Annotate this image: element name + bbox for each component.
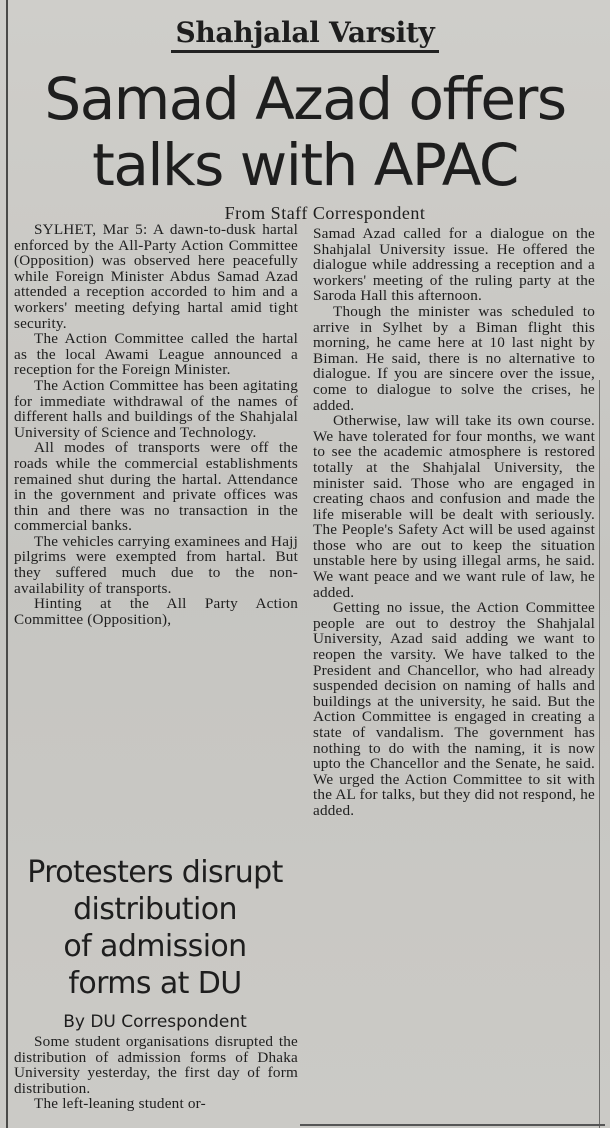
article-headline [0,66,610,198]
article-column-right [313,226,595,819]
headline-text: Samad Azad offers talks with APAC [44,65,566,199]
article-column-left [14,222,298,627]
paragraph: The Action Committee called the hartal as the local Awami League announced a reception for the Foreign Minister. [14,330,298,379]
paragraph: Otherwise, law will take its own course. We have tolerated for four months, we want to see the academic atmosphere is restored totally at the Shahjalal University, the minister said. Those who are engaged in creating chaos and confusion and made the life miserable will be dealt with seriously. The People's Safety Act will be used against those who are out to keep the situation unstable here by using illegal arms, he said. We want peace and we want rule of law, he added. [313,412,595,601]
paragraph: All modes of transports were off the roads while the commercial establishments remained shut during the hartal. Attendance in the government and private offices was thin and there was no transaction in the commercial banks. [14,439,298,535]
second-article-byline: By DU Correspondent [63,1012,247,1032]
headline-line: distribution [73,892,237,927]
headline-line: Protesters disrupt [27,855,283,890]
article-byline: From Staff Correspondent [224,203,426,223]
paragraph: Some student organisations disrupted the distribution of admission forms of Dhaka University yesterday, the first day of form distribution. [14,1033,298,1097]
paragraph: Hinting at the All Party Action Committee (Opposition), [14,595,298,628]
second-article-headline [10,854,300,1002]
paragraph: Though the minister was scheduled to arrive in Sylhet by a Biman flight this morning, he came here at 10 last night by Biman. He said, there is no alternative to dialogue. If you are sincere over the issue, come to dialogue to solve the crises, he added. [313,302,595,414]
paragraph: The vehicles carrying examinees and Hajj pilgrims were exempted from hartal. But they suffered much due to the non-availability of transports. [14,532,298,597]
bottom-rule [300,1124,605,1126]
headline-line: of admission [63,929,247,964]
paragraph: Samad Azad called for a dialogue on the Shahjalal University issue. He offered the dialogue while addressing a reception and a workers' meeting of the ruling party at the Saroda Hall this afternoon. [313,225,595,305]
paragraph: SYLHET, Mar 5: A dawn-to-dusk hartal enforced by the All-Party Action Committee (Opposition) was observed here peacefully while Foreign Minister Abdus Samad Azad attended a reception accorded to him and a workers' meeting defying hartal amid tight security. [14,221,298,332]
paragraph: The left-leaning student or- [34,1095,206,1113]
column-rule [599,380,600,1128]
headline-line: forms at DU [68,966,242,1001]
section-label-text: Shahjalal Varsity [171,16,438,53]
paragraph: The Action Committee has been agitating for immediate withdrawal of the names of different halls and buildings of the Shahjalal University of Science and Technology. [14,376,298,441]
paragraph: Getting no issue, the Action Committee people are out to destroy the Shahjalal University, Azad said adding we want to reopen the varsity. We have talked to the President and Chancellor, who had already suspended decision on naming of halls and buildings at the university, he said. But the Action Committee is engaged in creating a state of vandalism. The government has nothing to do with the naming, it is now upto the Chancellor and the Senate, he said. We urged the Action Committee to sit with the AL for talks, but they did not respond, he added. [313,599,595,819]
section-label [0,16,610,49]
second-article-column [14,1034,298,1112]
